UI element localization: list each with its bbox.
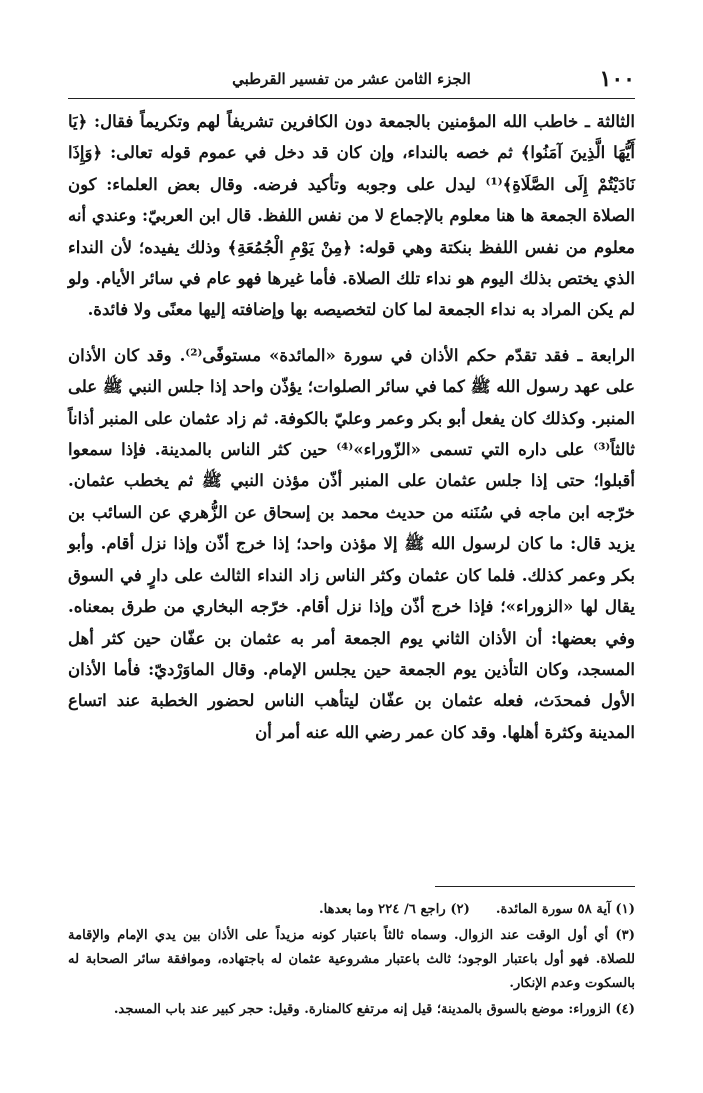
footnote-1: (١) آية ٥٨ سورة المائدة. bbox=[495, 902, 635, 917]
paragraph-lead: الثالثة ـ bbox=[584, 112, 635, 131]
footnote-row bbox=[68, 898, 635, 922]
paragraph-text: فقد تقدّم حكم الأذان في سورة «المائدة» مستوفًى⁽²⁾. وقد كان الأذان على عهد رسول الله ﷺ كما في سائر الصلوات؛ يؤذّن واحد إذا جلس النبي ﷺ على المنبر. وكذلك كان يفعل أبو بكر وعمر وعليّ بالكوفة. ثم زاد عثمان على المنبر أذاناً ثالثاً⁽³⁾ على داره التي تسمى «الزّوراء»⁽⁴⁾ حين كثر الناس بالمدينة. فإذا سمعوا أقبلوا؛ حتى إذا جلس عثمان على المنبر أذّن مؤذن النبي ﷺ ثم يخطب عثمان. خرّجه ابن ماجه في سُنَنه من حديث محمد بن إسحاق عن الزُّهري عن السائب بن يزيد قال: ما كان لرسول الله ﷺ إلا مؤذن واحد؛ إذا خرج أذّن وإذا نزل أقام. وأبو بكر وعمر كذلك. فلما كان عثمان وكثر الناس زاد النداء الثالث على دارٍ في السوق يقال لها «الزوراء»؛ فإذا خرج أذّن وإذا نزل أقام. خرّجه البخاري من طرق بمعناه. وفي بعضها: أن الأذان الثاني يوم الجمعة أمر به عثمان بن عفّان حين كثر أهل المسجد، وكان التأذين يوم الجمعة حين يجلس الإمام. وقال الماوَرْديّ: فأما الأذان الأول فمحدَث، فعله عثمان بن عفّان ليتأهب الناس لحضور الخطبة عند اتساع المدينة وكثرة أهلها. وقد كان عمر رضي الله عنه أمر أن bbox=[68, 345, 635, 742]
main-text bbox=[68, 106, 635, 748]
footnotes bbox=[68, 898, 635, 1022]
footnote-4: (٤) الزوراء: موضع بالسوق بالمدينة؛ قيل إنه مرتفع كالمنارة. وقيل: حجر كبير عند باب المسجد. bbox=[113, 1002, 635, 1017]
page-header bbox=[68, 62, 635, 92]
header-rule bbox=[68, 98, 635, 99]
running-title: الجزء الثامن عشر من تفسير القرطبي bbox=[232, 70, 471, 88]
paragraph-text: خاطب الله المؤمنين بالجمعة دون الكافرين تشريفاً لهم وتكريماً فقال: ﴿يَا أَيُّهَا الَّذِينَ آمَنُوا﴾ ثم خصه بالنداء، وإن كان قد دخل في عموم قوله تعالى: ﴿وَإِذَا نَادَيْتُمْ إِلَى الصَّلَاةِ﴾⁽¹⁾ ليدل على وجوبه وتأكيد فرضه. وقال بعض العلماء: كون الصلاة الجمعة ها هنا معلوم بالإجماع لا من نفس اللفظ. قال ابن العربيّ: وعندي أنه معلوم من نفس اللفظ بنكتة وهي قوله: ﴿مِنْ يَوْمِ الْجُمُعَةِ﴾ وذلك يفيده؛ لأن النداء الذي يختص بذلك اليوم هو نداء تلك الصلاة. فأما غيرها فهو عام في سائر الأيام. ولو لم يكن المراد به نداء الجمعة لما كان لتخصيصه بها وإضافته إليها معنًى ولا فائدة. bbox=[68, 112, 635, 320]
footnote-rule bbox=[435, 886, 635, 887]
paragraph-lead: الرابعة ـ bbox=[577, 345, 636, 365]
paragraph-fourth bbox=[68, 340, 635, 748]
footnote-3: (٣) أي أول الوقت عند الزوال. وسماه ثالثاً باعتبار كونه مزيداً على الأذان بين يدي الإمام والإقامة للصلاة. فهو أول باعتبار الوجود؛ ثالث باعتبار مشروعية عثمان له باجتهاده، وموافقة سائر الصحابة له بالسكوت وعدم الإنكار. bbox=[68, 928, 635, 991]
paragraph-third bbox=[68, 106, 635, 326]
footnote-2: (٢) راجع ٦/ ٢٢٤ وما بعدها. bbox=[319, 902, 470, 917]
page-number: ١٠٠ bbox=[599, 66, 635, 92]
